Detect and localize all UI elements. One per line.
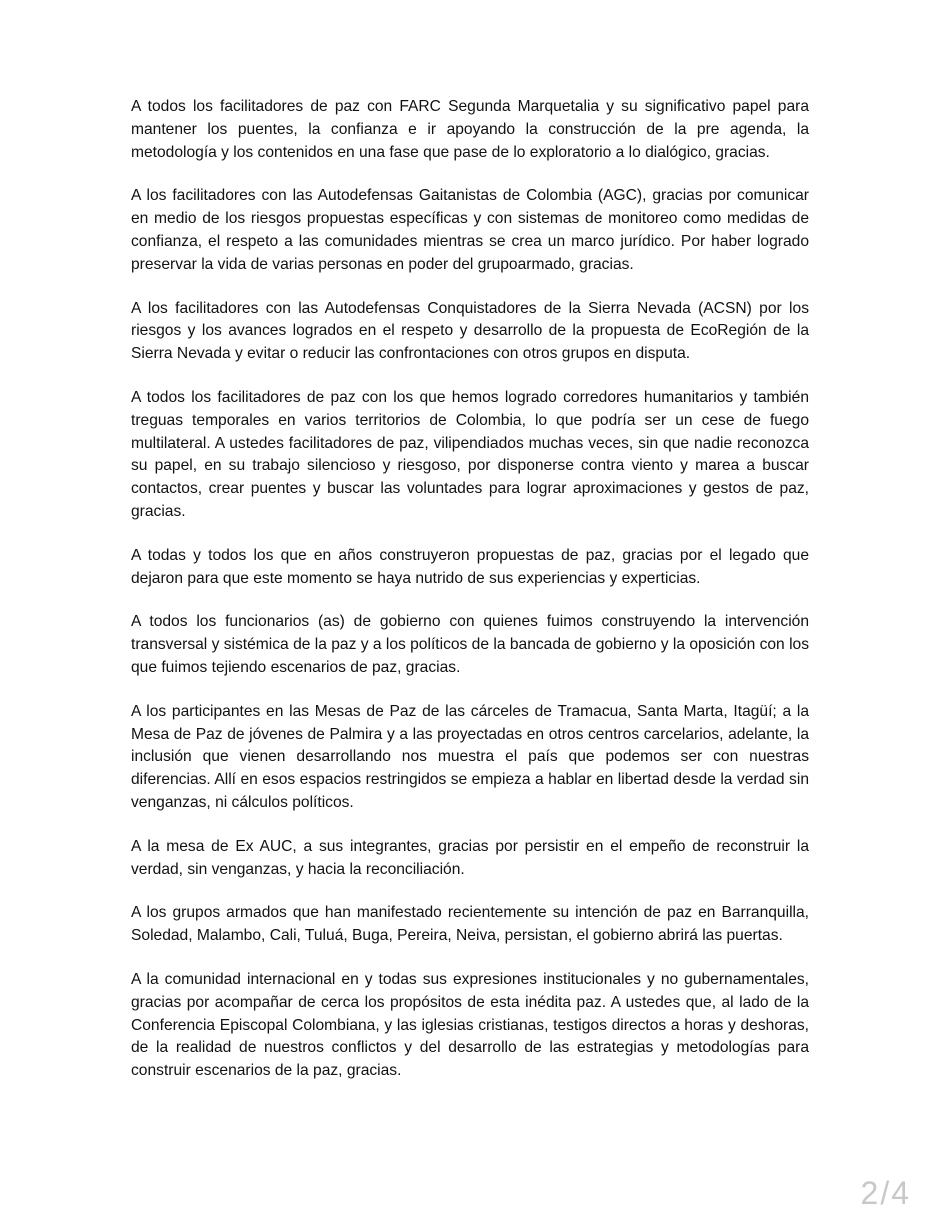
paragraph-acsn: A los facilitadores con las Autodefensas Conquistadores de la Sierra Nevada (ACSN) por los riesgos y los avances logrados en el respeto y desarrollo de la propuesta de EcoRegión de la Sierra Nevada y evitar o reducir las confrontaciones con otros grupos en disputa. xyxy=(131,299,809,363)
paragraph-propuestas-de-paz: A todas y todos los que en años construyeron propuestas de paz, gracias por el legado que dejaron para que este momento se haya nutrido de sus experiencias y experticias. xyxy=(131,546,809,587)
page-number: 2/4 xyxy=(860,1175,911,1211)
paragraph-comunidad-internacional: A la comunidad internacional en y todas sus expresiones institucionales y no gubernamentales, gracias por acompañar de cerca los propósitos de esta inédita paz. A ustedes que, al lado de la Conferencia Episcopal Colombiana, y las iglesias cristianas, testigos directos a horas y deshoras, de la realidad de nuestros conflictos y del desarrollo de las estrategias y metodologías para construir escenarios de la paz, gracias. xyxy=(131,970,809,1080)
paragraph-farc-segunda-marquetalia: A todos los facilitadores de paz con FARC Segunda Marquetalia y su significativo papel para mantener los puentes, la confianza e ir apoyando la construcción de la pre agenda, la metodología y los contenidos en una fase que pase de lo exploratorio a lo dialógico, gracias. xyxy=(131,98,809,161)
paragraph-mesas-de-paz-carceles: A los participantes en las Mesas de Paz de las cárceles de Tramacua, Santa Marta, Itagüí; a la Mesa de Paz de jóvenes de Palmira y a las proyectadas en otros centros carcelarios, adelante, la inclusión que vienen desarrollando nos muestra el país que podemos ser con nuestras diferencias. Allí en esos espacios restringidos se empieza a hablar en libertad desde la verdad sin venganzas, ni cálculos políticos. xyxy=(131,702,809,811)
document-body xyxy=(131,96,809,1104)
paragraph-funcionarios-gobierno: A todos los funcionarios (as) de gobierno con quienes fuimos construyendo la intervención transversal y sistémica de la paz y a los políticos de la bancada de gobierno y la oposición con los que fuimos tejiendo escenarios de paz, gracias. xyxy=(131,613,809,676)
paragraph-grupos-armados: A los grupos armados que han manifestado recientemente su intención de paz en Barranquilla, Soledad, Malambo, Cali, Tuluá, Buga, Pereira, Neiva, persistan, el gobierno abrirá las puertas. xyxy=(131,904,809,945)
paragraph-agc: A los facilitadores con las Autodefensas Gaitanistas de Colombia (AGC), gracias por comunicar en medio de los riesgos propuestas específicas y con sistemas de monitoreo como medidas de confianza, el respeto a las comunidades mientras se crea un marco jurídico. Por haber logrado preservar la vida de varias personas en poder del grupoarmado, gracias. xyxy=(131,187,809,273)
paragraph-corredores-humanitarios: A todos los facilitadores de paz con los que hemos logrado corredores humanitarios y también treguas temporales en varios territorios de Colombia, lo que podría ser un cese de fuego multilateral. A ustedes facilitadores de paz, vilipendiados muchas veces, sin que nadie reconozca su papel, en su trabajo silencioso y riesgoso, por disponerse contra viento y marea a buscar contactos, crear puentes y buscar las voluntades para lograr aproximaciones y gestos de paz, gracias. xyxy=(131,388,809,520)
paragraph-ex-auc: A la mesa de Ex AUC, a sus integrantes, gracias por persistir en el empeño de reconstruir la verdad, sin venganzas, y hacia la reconciliación. xyxy=(131,837,809,878)
